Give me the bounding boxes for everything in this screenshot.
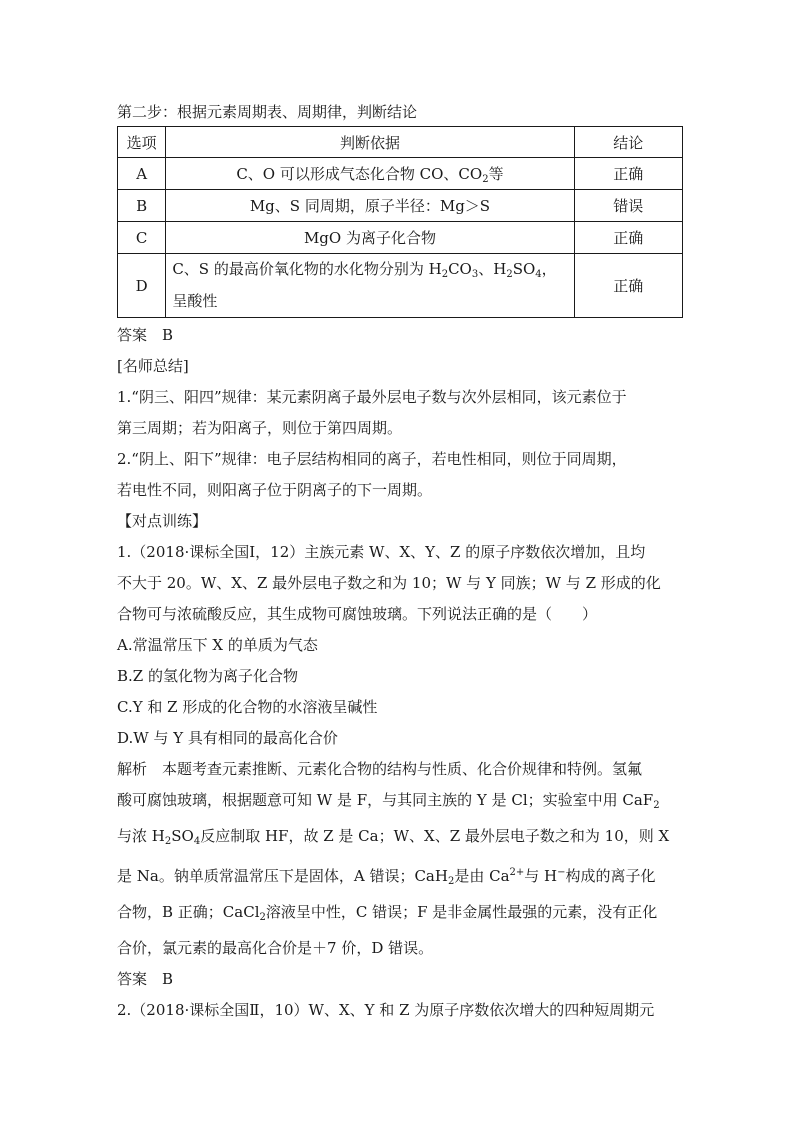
analysis-line-3 [117,821,687,857]
choice-b: B.Z 的氢化物为离子化合物 [117,667,298,685]
step-title: 第二步：根据元素周期表、周期律，判断结论 [117,103,418,121]
training-title: 【对点训练】 [117,512,208,530]
cell-basis: Mg、S 同周期，原子半径：Mg＞S [166,190,574,222]
analysis-text: 是由 Ca [454,867,510,885]
choice-d: D.W 与 Y 具有相同的最高化合价 [117,729,338,747]
cell-basis-text: 、H [478,260,507,278]
cell-basis-text: SO [512,260,536,278]
cell-basis-text: C、O 可以形成气态化合物 CO、CO [236,164,483,183]
subscript: 2 [482,173,489,185]
summary-rule-1-line-2: 第三周期；若为阳离子，则位于第四周期。 [117,419,403,437]
table-row [118,158,683,190]
cell-basis [166,158,574,190]
cell-option: A [118,158,166,190]
table-row [118,254,683,318]
analysis-text: 与 H [524,867,558,885]
subscript: 2 [441,269,449,280]
analysis-line-1: 解析 本题考查元素推断、元素化合物的结构与性质、化合价规律和特例。氢氟 [117,760,643,778]
choice-c: C.Y 和 Z 形成的化合物的水溶液呈碱性 [117,698,378,716]
subscript: 3 [471,269,479,280]
cell-conclusion: 正确 [574,222,682,254]
question-1-line-3: 合物可与浓硫酸反应，其生成物可腐蚀玻璃。下列说法正确的是（ ） [117,605,598,623]
analysis-line-4 [117,857,687,897]
subscript: 2 [653,800,660,811]
cell-basis-text: 呈酸性 [172,292,218,310]
table-header-row [118,127,683,158]
cell-conclusion: 错误 [574,190,682,222]
summary-title: [名师总结] [117,357,189,375]
analysis-text: SO [171,827,194,845]
subscript: 2 [506,269,513,280]
cell-basis-text: ， [541,260,557,278]
cell-basis-text: C、S 的最高价氧化物的水化物分别为 H [172,260,442,278]
analysis-text: 合物，B 正确；CaCl [117,903,260,921]
subscript: 4 [193,836,201,847]
answer-2: 答案 B [117,970,174,988]
judgment-table [117,126,683,318]
question-2-line-1: 2.（2018·课标全国Ⅱ，10）W、X、Y 和 Z 为原子序数依次增大的四种短周期元 [117,1001,655,1019]
subscript: 2 [447,876,455,887]
superscript: 2+ [509,867,525,878]
subscript: 4 [535,269,542,280]
cell-basis-text: 等 [488,164,504,183]
summary-rule-1-line-1: 1.“阴三、阳四”规律：某元素阴离子最外层电子数与次外层相同，该元素位于 [117,388,627,406]
cell-option: B [118,190,166,222]
analysis-text: 反应制取 HF，故 Z 是 Ca；W、X、Z 最外层电子数之和为 10，则 X [200,827,670,845]
subscript: 2 [164,836,172,847]
header-basis: 判断依据 [166,127,574,158]
answer-1: 答案 B [117,326,174,344]
document-page [117,98,687,1026]
cell-conclusion: 正确 [574,158,682,190]
analysis-text: 与浓 H [117,827,165,845]
question-1-line-2: 不大于 20。W、X、Z 最外层电子数之和为 10；W 与 Y 同族；W 与 Z 形成的化 [117,574,661,592]
choice-a: A.常温常压下 X 的单质为气态 [117,636,318,654]
summary-rule-2-line-1: 2.“阴上、阳下”规律：电子层结构相同的离子，若电性相同，则位于同周期， [117,450,627,468]
header-conclusion: 结论 [574,127,682,158]
analysis-text: 溶液呈中性，C 错误；F 是非金属性最强的元素，没有正化 [265,903,658,921]
analysis-text: 酸可腐蚀玻璃，根据题意可知 W 是 F，与其同主族的 Y 是 Cl；实验室中用 CaF [117,791,654,809]
cell-basis: MgO 为离子化合物 [166,222,574,254]
analysis-line-6: 合价，氯元素的最高化合价是＋7 价，D 错误。 [117,939,434,957]
table-row [118,222,683,254]
analysis-line-5 [117,897,687,933]
subscript: 2 [259,912,266,923]
cell-basis [166,254,574,318]
summary-rule-2-line-2: 若电性不同，则阳离子位于阴离子的下一周期。 [117,481,433,499]
cell-option: C [118,222,166,254]
superscript: − [557,867,566,878]
cell-basis-text: CO [448,260,472,278]
question-1-line-1: 1.（2018·课标全国Ⅰ，12）主族元素 W、X、Y、Z 的原子序数依次增加，且均 [117,543,646,561]
header-option: 选项 [118,127,166,158]
table-row [118,190,683,222]
analysis-text: 是 Na。钠单质常温常压下是固体，A 错误；CaH [117,867,448,885]
analysis-text: 构成的离子化 [565,867,656,885]
cell-conclusion: 正确 [574,254,682,318]
analysis-line-2 [117,785,687,821]
cell-option: D [118,254,166,318]
